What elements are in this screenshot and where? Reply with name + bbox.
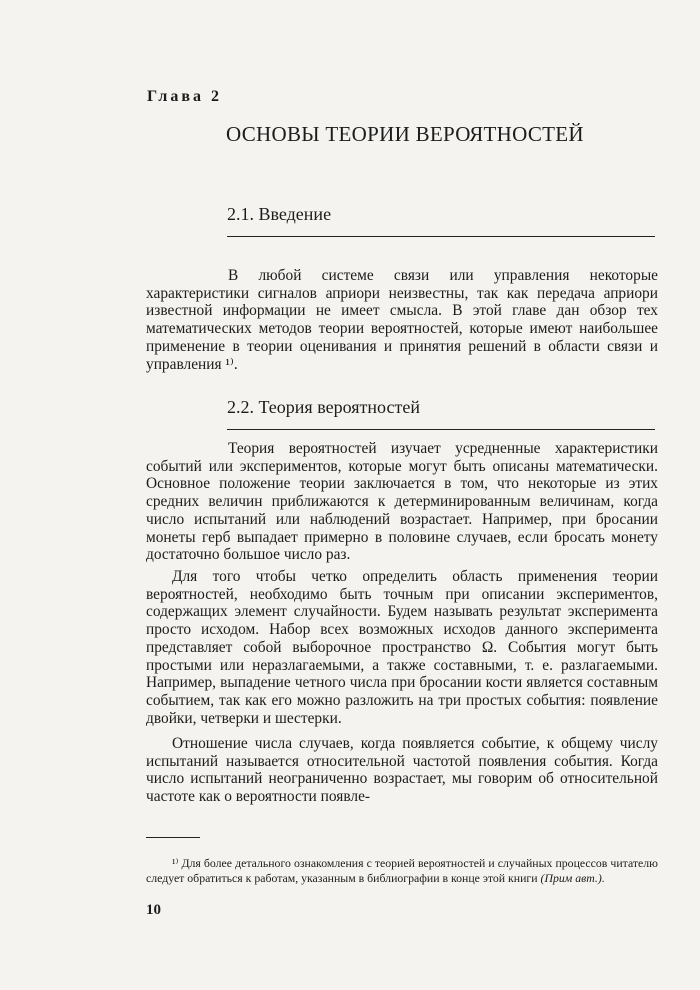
section-heading-probability-theory: 2.2. Теория вероятностей — [227, 397, 655, 430]
footnote-rule — [146, 837, 200, 838]
paragraph: В любой системе связи или управления некоторые характеристики сигналов априори неизвестны, так как передача априори известной информации не имеет смысла. В этой главе дан обзор тех математических методов теории вероятностей, которые имеют наибольшее применение в теории оценивания и принятия решений в области связи и управления ¹⁾. — [146, 267, 658, 373]
paragraph: Отношение числа случаев, когда появляется событие, к общему числу испытаний называется относительной частотой появления события. Когда число испытаний неограниченно возрастает, мы говорим об относительной частоте как о вероятности появле- — [146, 735, 658, 806]
footnote-text: ¹⁾ Для более детального ознакомления с теорией вероятностей и случайных процессов читателю следует обратиться к работам, указанным в библиографии в конце этой книги — [146, 856, 658, 885]
section-heading-introduction: 2.1. Введение — [227, 204, 655, 237]
paragraph: Теория вероятностей изучает усредненные характеристики событий или экспериментов, которые могут быть описаны математически. Основное положение теории заключается в том, что некоторые из этих средних величин приближаются к детерминированным величинам, когда число испытаний или наблюдений возрастает. Например, при бросании монеты герб выпадает примерно в половине случаев, если бросать монету достаточно большое число раз. — [146, 440, 658, 564]
paragraph: Для того чтобы четко определить область применения теории вероятностей, необходимо быть точным при описании экспериментов, содержащих элемент случайности. Будем называть результат эксперимента просто исходом. Набор всех возможных исходов данного эксперимента представляет собой выборочное пространство Ω. События могут быть простыми или неразлагаемыми, а также составными, т. е. разлагаемыми. Например, выпадение четного числа при бросании кости является составным событием, так как его можно разложить на три простых события: появление двойки, четверки и шестерки. — [146, 568, 658, 727]
chapter-title: ОСНОВЫ ТЕОРИИ ВЕРОЯТНОСТЕЙ — [226, 122, 584, 146]
chapter-label: Глава 2 — [147, 88, 222, 105]
footnote-note: (Прим авт.). — [540, 870, 605, 885]
footnote — [146, 856, 658, 885]
page-number: 10 — [146, 902, 161, 918]
